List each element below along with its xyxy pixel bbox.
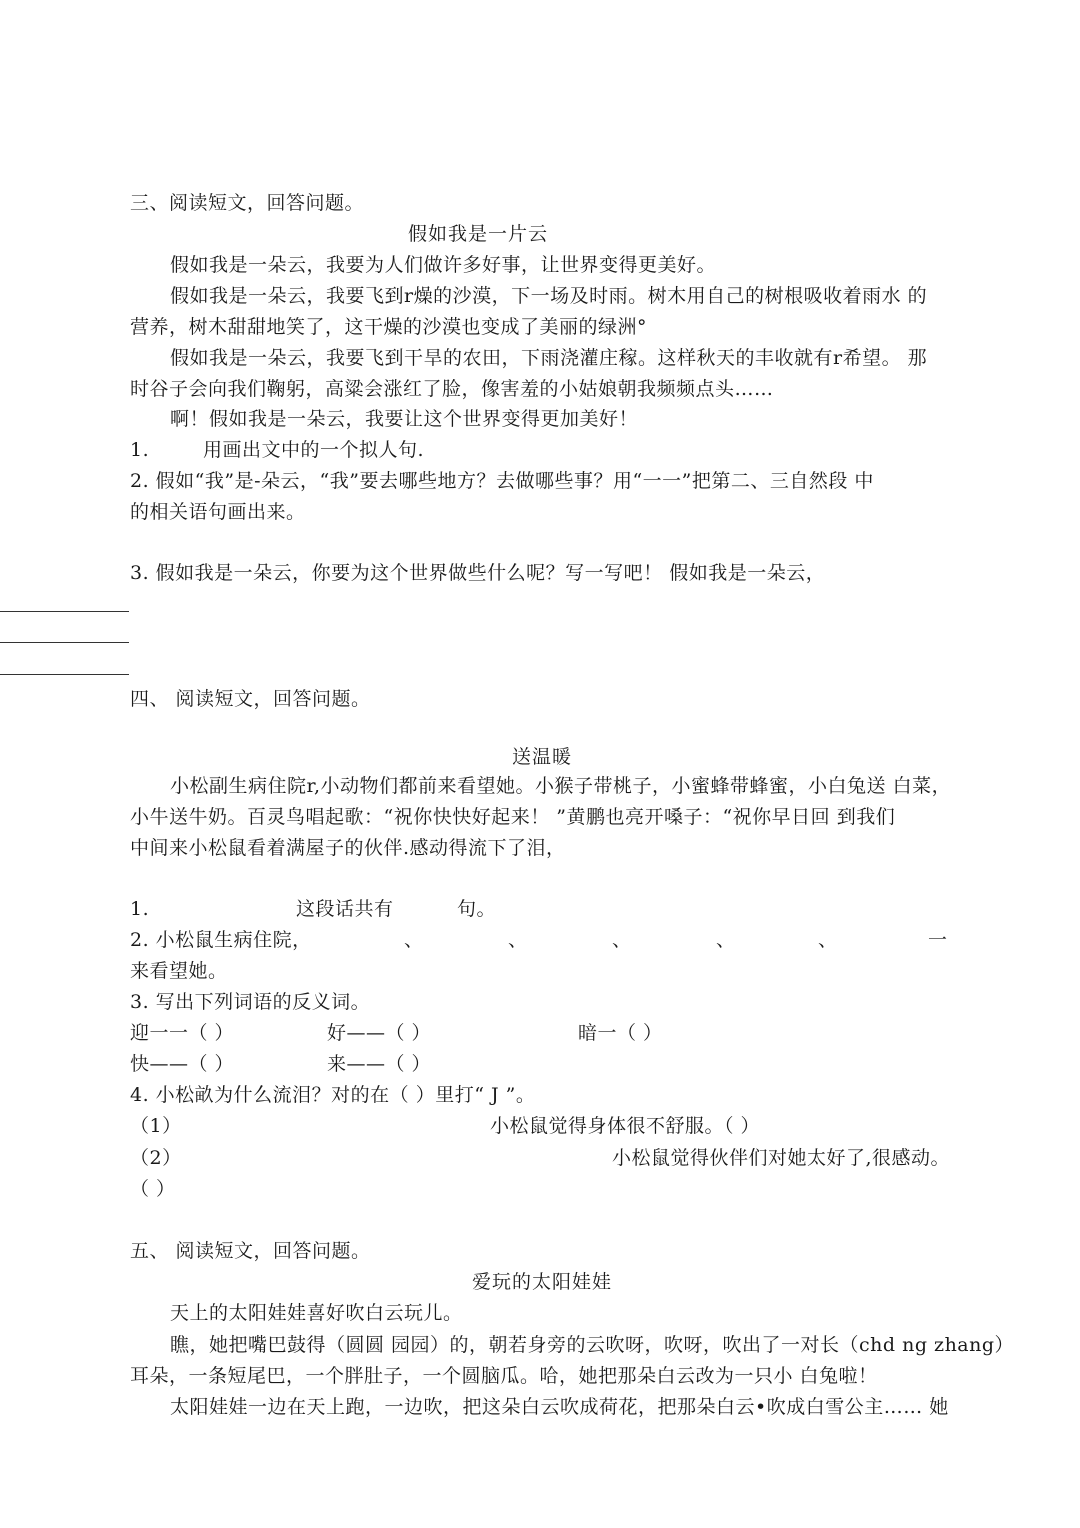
section4-q1-text: 这段话共有: [296, 898, 394, 920]
section4-q3: 3. 写出下列词语的反义词。: [130, 991, 371, 1013]
section5-heading: 五、 阅读短文，回答问题。: [130, 1240, 371, 1262]
section3-paragraph: 啊！假如我是一朵云，我要让这个世界变得更加美好！: [170, 408, 639, 430]
section3-paragraph: 假如我是一朵云，我要飞到干旱的农田，下雨浇灌庄稼。这样秋天的丰收就有r希望。 那: [170, 347, 928, 369]
section5-paragraph: 太阳娃娃一边在天上跑，一边吹，把这朵白云吹成荷花，把那朵白云•吹成白雪公主…… 她: [170, 1396, 949, 1418]
answer-line: [0, 674, 129, 675]
section3-paragraph: 假如我是一朵云，我要飞到r燥的沙漠，下一场及时雨。树木用自己的树根吸收着雨水 的: [170, 285, 928, 307]
answer-line: [0, 642, 129, 643]
section3-q1-text: 用画出文中的一个拟人句.: [203, 439, 425, 461]
section4-paragraph: 小牛送牛奶。百灵鸟唱起歌：“祝你快快好起来！ ”黄鹏也亮开嗓子：“祝你早日回 到我们: [130, 806, 896, 828]
separator-mark: 、: [508, 929, 528, 951]
option-number: （2）: [130, 1147, 182, 1169]
answer-line: [0, 611, 129, 612]
antonym-item: 迎一一（ ）: [130, 1022, 235, 1044]
section3-q3: 3. 假如我是一朵云，你要为这个世界做些什么呢？写一写吧！ 假如我是一朵云，: [130, 562, 826, 584]
section3-paragraph: 时谷子会向我们鞠躬，高粱会涨红了脸，像害羞的小姑娘朝我频频点头……: [130, 378, 774, 400]
section3-title: 假如我是一片云: [408, 223, 549, 245]
separator-mark: 、: [818, 929, 838, 951]
section4-q1-suffix: 句。: [457, 898, 497, 920]
option-number: （1）: [130, 1115, 182, 1137]
option-answer-parens: （ ）: [130, 1178, 176, 1200]
section3-paragraph: 营养，树木甜甜地笑了，这干燥的沙漠也变成了美丽的绿洲°: [130, 316, 648, 338]
antonym-item: 快——（ ）: [130, 1053, 235, 1075]
section3-heading: 三、阅读短文，回答问题。: [130, 192, 365, 214]
section3-q2-cont: 的相关语句画出来。: [130, 501, 306, 523]
section3-q1-number: 1.: [130, 439, 150, 461]
section5-paragraph: 瞧，她把嘴巴鼓得（圆圆 园园）的，朝若身旁的云吹呀，吹呀，吹出了一对长（chd ng zhang）: [170, 1334, 1015, 1356]
section4-heading: 四、 阅读短文，回答问题。: [130, 688, 371, 710]
dash-mark: 一: [928, 929, 948, 951]
antonym-item: 好——（ ）: [327, 1022, 432, 1044]
separator-mark: 、: [716, 929, 736, 951]
separator-mark: 、: [612, 929, 632, 951]
antonym-item: 来——（ ）: [327, 1053, 432, 1075]
section5-title: 爱玩的太阳娃娃: [472, 1271, 613, 1293]
section4-q2-cont: 来看望她。: [130, 960, 228, 982]
section3-paragraph: 假如我是一朵云，我要为人们做许多好事，让世界变得更美好。: [170, 254, 717, 276]
section4-paragraph: 小松副生病住院r,小动物们都前来看望她。小猴子带桃子，小蜜蜂带蜂蜜，小白兔送 白菜，: [170, 775, 952, 797]
option-text: 小松鼠觉得伙伴们对她太好了,很感动。: [612, 1147, 951, 1169]
section5-paragraph: 天上的太阳娃娃喜好吹白云玩儿。: [170, 1302, 463, 1324]
section5-paragraph: 耳朵，一条短尾巴，一个胖肚子，一个圆脑瓜。哈，她把那朵白云改为一只小 白兔啦！: [130, 1365, 878, 1387]
section4-q4: 4. 小松畝为什么流泪？对的在（ ）里打“ J ”。: [130, 1084, 536, 1106]
antonym-item: 暗一（ ）: [578, 1022, 663, 1044]
section4-title: 送温暖: [512, 746, 573, 768]
section4-q1-number: 1.: [130, 898, 150, 920]
section3-q2: 2. 假如“我”是-朵云，“我”要去哪些地方？去做哪些事？用“一一”把第二、三自然段 中: [130, 470, 874, 492]
option-text: 小松鼠觉得身体很不舒服。（ ）: [490, 1115, 761, 1137]
separator-mark: 、: [404, 929, 424, 951]
section4-paragraph: 中间来小松鼠看着满屋子的伙伴.感动得流下了泪，: [130, 837, 566, 859]
section4-q2: 2. 小松鼠生病住院，: [130, 929, 312, 951]
